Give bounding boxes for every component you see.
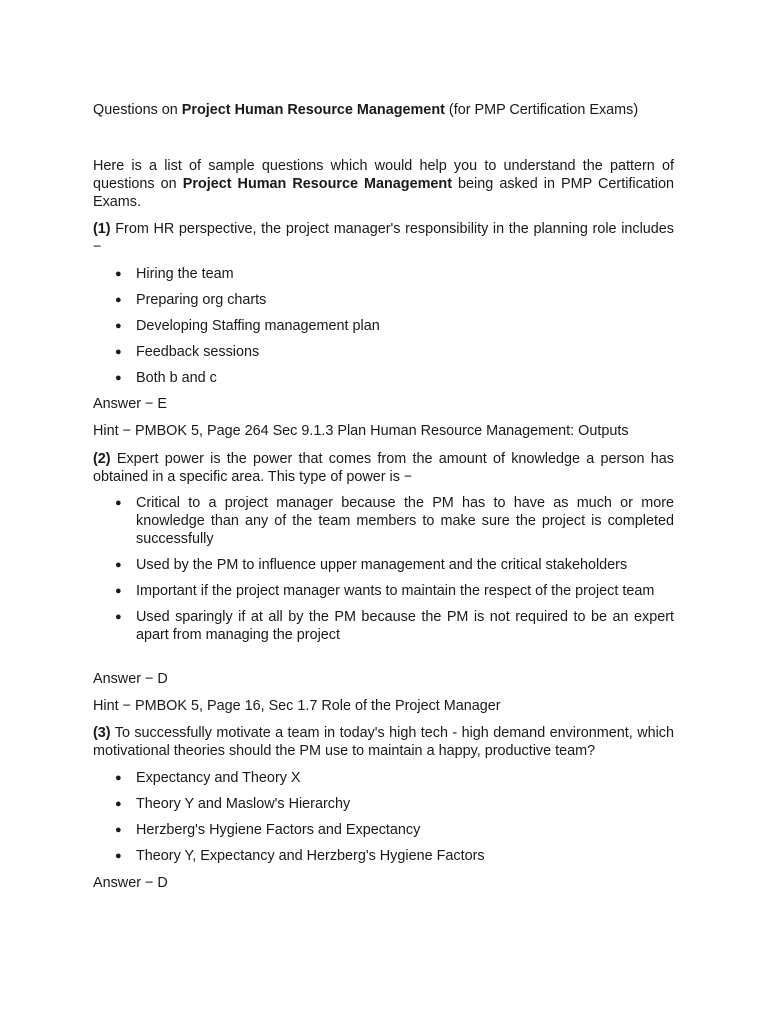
question-1: [93, 220, 674, 256]
list-item: ● Hiring the team: [115, 266, 234, 282]
question-2: [93, 450, 674, 486]
question-3: [93, 724, 674, 760]
list-item: ● Used by the PM to influence upper management and the critical stakeholders: [115, 557, 628, 573]
list-item: ● Theory Y and Maslow's Hierarchy: [115, 796, 351, 812]
list-item: ● Expectancy and Theory X: [115, 770, 301, 786]
list-item: ● Theory Y, Expectancy and Herzberg's Hygiene Factors: [115, 848, 485, 864]
question-3-options: [93, 769, 674, 865]
answer-3: Answer − D: [93, 875, 168, 891]
hint-1: Hint − PMBOK 5, Page 264 Sec 9.1.3 Plan Human Resource Management: Outputs: [93, 423, 629, 439]
question-text: (2) Expert power is the power that comes from the amount of knowledge a person has obtained in a specific area. This type of power is −: [93, 451, 674, 485]
list-item: ● Preparing org charts: [115, 292, 267, 308]
list-item: ● Herzberg's Hygiene Factors and Expectancy: [115, 822, 421, 838]
question-2-options: [93, 494, 674, 644]
question-text: (1) From HR perspective, the project manager's responsibility in the planning role includes −: [93, 221, 674, 255]
answer-2: Answer − D: [93, 671, 168, 687]
list-item: ● Used sparingly if at all by the PM because the PM is not required to be an expert apart from managing the project: [115, 609, 674, 643]
list-item: ● Developing Staffing management plan: [115, 318, 380, 334]
intro-paragraph: Here is a list of sample questions which would help you to understand the pattern of questions on Project Human Resource Management being asked in PMP Certification Exams.: [93, 158, 674, 210]
list-item: ● Critical to a project manager because the PM has to have as much or more knowledge than any of the team members to make sure the project is completed successfully: [115, 495, 674, 547]
list-item: ● Feedback sessions: [115, 344, 260, 360]
list-item: ● Both b and c: [115, 370, 217, 386]
question-text: (3) To successfully motivate a team in today's high tech - high demand environment, which motivational theories should the PM use to maintain a happy, productive team?: [93, 725, 674, 759]
hint-2: Hint − PMBOK 5, Page 16, Sec 1.7 Role of the Project Manager: [93, 698, 501, 714]
question-1-options: [93, 265, 674, 387]
list-item: ● Important if the project manager wants to maintain the respect of the project team: [115, 583, 655, 599]
page-title: Questions on Project Human Resource Management (for PMP Certification Exams): [93, 102, 639, 118]
answer-1: Answer − E: [93, 396, 167, 412]
